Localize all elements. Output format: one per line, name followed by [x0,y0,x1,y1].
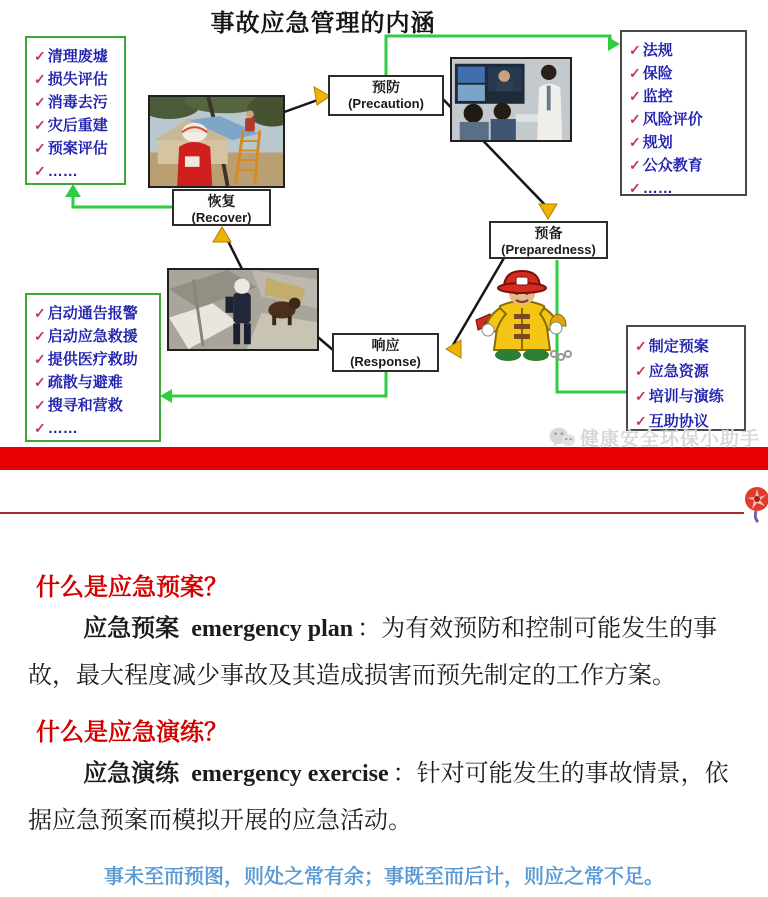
check-icon: ✓ [34,374,46,390]
list-item: ✓ 互助协议 [635,409,740,434]
check-icon: ✓ [34,94,46,110]
check-icon: ✓ [34,163,46,179]
response-checklist [25,293,161,442]
list-item: ✓ 启动应急救援 [34,325,155,348]
footer-quote: 事未至而预图，则处之常有余；事既至而后计，则应之常不足。 [104,866,664,888]
definition-text: ：针对可能发生的事故情景，依据应急预案而模拟开展的应急活动。 [28,761,729,834]
wechat-icon [549,426,575,450]
list-item: ✓ 制定预案 [635,334,740,359]
node-precaution: 预防 (Precaution) [328,75,444,116]
list-item: ✓ 提供医疗救助 [34,348,155,371]
list-item: ✓ …… [34,417,155,440]
watermark [549,424,760,451]
check-icon: ✓ [629,157,641,173]
flower-logo [744,485,768,523]
check-icon: ✓ [629,134,641,150]
check-icon: ✓ [34,117,46,133]
check-icon: ✓ [635,363,647,379]
check-icon: ✓ [34,71,46,87]
list-item: ✓ …… [629,177,741,200]
term-zh: 应急预案 [83,616,180,642]
divider-line [0,512,744,514]
check-icon: ✓ [629,88,641,104]
check-icon: ✓ [34,328,46,344]
list-item: ✓ 预案评估 [34,137,120,160]
check-icon: ✓ [629,111,641,127]
list-item: ✓ 启动通告报警 [34,302,155,325]
list-item: ✓ 应急资源 [635,359,740,384]
list-item: ✓ 消毒去污 [34,91,120,114]
firefighter-cartoon [462,258,582,368]
precaution-checklist [620,30,747,196]
list-item: ✓ 规划 [629,131,741,154]
check-icon: ✓ [34,420,46,436]
list-item: ✓ …… [34,160,120,183]
watermark-text: 健康安全环保小助手 [579,429,760,450]
check-icon: ✓ [629,180,641,196]
list-item: ✓ 风险评价 [629,108,741,131]
heading-emergency-plan: 什么是应急预案？ [36,574,228,601]
preparedness-checklist [626,325,746,431]
list-item: ✓ 保险 [629,62,741,85]
term-zh: 应急演练 [83,761,180,787]
search-rescue-photo [167,268,319,351]
check-icon: ✓ [34,305,46,321]
list-item: ✓ 灾后重建 [34,114,120,137]
check-icon: ✓ [34,351,46,367]
monitoring-room-photo [450,57,572,142]
check-icon: ✓ [635,338,647,354]
check-icon: ✓ [34,397,46,413]
recovery-photo [148,95,285,188]
term-en: emergency exercise [191,761,389,787]
list-item: ✓ 培训与演练 [635,384,740,409]
definition-text: ：为有效预防和控制可能发生的事故，最大程度减少事故及其造成损害而预先制定的工作方案。 [28,616,718,689]
check-icon: ✓ [635,413,647,429]
term-en: emergency plan [191,616,354,642]
paragraph-emergency-exercise [28,751,742,845]
recover-checklist [25,36,126,185]
node-recover: 恢复 (Recover) [172,189,271,226]
page-title: 事故应急管理的内涵 [210,10,436,37]
paragraph-emergency-plan [28,606,742,700]
heading-emergency-exercise: 什么是应急演练？ [36,719,228,746]
check-icon: ✓ [629,65,641,81]
check-icon: ✓ [629,42,641,58]
list-item: ✓ 清理废墟 [34,45,120,68]
list-item: ✓ 搜寻和营救 [34,394,155,417]
check-icon: ✓ [34,140,46,156]
check-icon: ✓ [34,48,46,64]
check-icon: ✓ [635,388,647,404]
node-response: 响应 (Response) [332,333,439,372]
node-preparedness: 预备 (Preparedness) [489,221,608,259]
list-item: ✓ 监控 [629,85,741,108]
list-item: ✓ 法规 [629,39,741,62]
list-item: ✓ 疏散与避难 [34,371,155,394]
list-item: ✓ 损失评估 [34,68,120,91]
list-item: ✓ 公众教育 [629,154,741,177]
